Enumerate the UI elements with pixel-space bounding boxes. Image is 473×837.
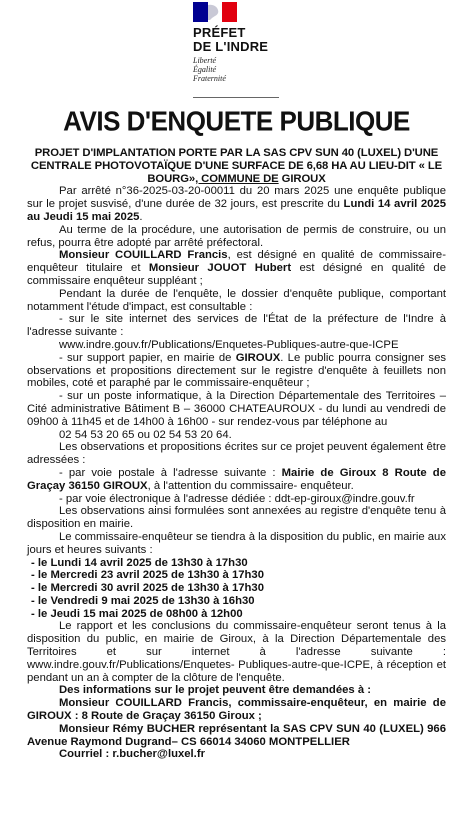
postal-attention: , à l'attention du commissaire- enquêteur. — [147, 479, 354, 492]
schedule-item: - le Mercredi 30 avril 2025 de 13h30 à 17h30 — [31, 582, 264, 595]
devise-egalite: Égalité — [193, 65, 217, 74]
schedule-list — [27, 557, 446, 621]
devise-liberte: Liberté — [193, 56, 217, 65]
schedule-item: - le Jeudi 15 mai 2025 de 08h00 à 12h00 — [31, 607, 243, 620]
paper-paragraph — [27, 352, 446, 390]
observations-paragraph: Les observations et propositions écrites sur ce projet peuvent également être adressées : — [27, 441, 446, 467]
devise-fraternite: Fraternité — [193, 74, 226, 83]
decree-dates: Lundi 14 avril 2025 au Jeudi 15 mai 2025 — [27, 198, 446, 223]
project-place: BOURG» — [147, 172, 196, 185]
report-paragraph: Le rapport et les conclusions du commissaire-enquêteur seront tenus à la disposition du public, en mairie de Giroux, à la Direction Départementale des Territoires et sur internet à l'adresse suivante : www.indre.gouv.fr/Publications/Enquetes- Publiques-autre-que-ICPE, à réception et pendant un an à compter de la clôture de l'enquête. — [27, 620, 446, 684]
info-email: Courriel : r.bucher@luxel.fr — [59, 748, 205, 761]
project-line-3 — [27, 173, 446, 186]
commissioner-paragraph — [27, 249, 446, 287]
notice-title: AVIS D'ENQUETE PUBLIQUE — [63, 105, 410, 137]
substitute-text: est désigné en qualité de commissaire enquêteur suppléant ; — [27, 262, 446, 287]
decree-end: . — [139, 210, 143, 223]
project-line-1: PROJET D'IMPLANTATION PORTE PAR LA SAS CPV SUN 40 (LUXEL) D'UNE — [34, 147, 439, 159]
phone-numbers: 02 54 53 20 65 ou 02 54 53 20 64. — [59, 428, 232, 441]
info-commissioner: Monsieur COUILLARD Francis, commissaire-enquêteur, en mairie de GIROUX : 8 Route de Graçay 36150 Giroux ; — [27, 697, 446, 723]
prefet-title — [193, 26, 268, 54]
postal-address: Mairie de Giroux 8 Route de Graçay 36150 GIROUX — [27, 466, 446, 492]
schedule-item: - le Vendredi 9 mai 2025 de 13h30 à 16h30 — [31, 594, 255, 607]
info-developer: Monsieur Rémy BUCHER représentant la SAS CPV SUN 40 (LUXEL) 966 Avenue Raymond Dugrand– CS 66014 34060 MONTPELLIER — [27, 722, 446, 748]
paper-text: - sur support papier, en mairie de — [59, 351, 236, 364]
decree-text: Par arrêté n°36-2025-03-20-00011 du 20 mars 2025 une enquête publique sur le projet susvisé, d'une durée de 32 jours, est prescrite du — [27, 185, 446, 211]
decree-paragraph — [27, 185, 446, 223]
schedule-item: - le Lundi 14 avril 2025 de 13h30 à 17h30 — [31, 556, 248, 569]
prefecture-header — [0, 0, 473, 100]
computer-paragraph: - sur un poste informatique, à la Direction Départementale des Territoires – Cité administrative Bâtiment B – 36000 CHATEAUROUX - du lundi au vendredi de 09h00 à 11h45 et de 14h00 à 16h00 - sur rendez-vous par téléphone au — [27, 390, 446, 428]
project-heading — [27, 147, 446, 185]
info-heading: Des informations sur le projet peuvent être demandées à : — [59, 684, 372, 697]
header-divider — [193, 97, 279, 98]
notice-body — [27, 147, 446, 761]
substitute-name: Monsieur JOUOT Hubert — [148, 262, 292, 275]
postal-paragraph — [27, 467, 446, 493]
postal-text: - par voie postale à l'adresse suivante : — [59, 466, 282, 479]
email-paragraph: - par voie électronique à l'adresse dédiée : ddt-ep-giroux@indre.gouv.fr — [59, 492, 415, 505]
dossier-paragraph: Pendant la durée de l'enquête, le dossier d'enquête publique, comportant notamment l'étude d'impact, est consultable : — [27, 287, 446, 313]
devise — [193, 56, 226, 83]
procedure-paragraph: Au terme de la procédure, une autorisation de permis de construire, ou un refus, pourra être adopté par arrêté préfectoral. — [27, 223, 446, 249]
republique-logo — [193, 2, 237, 22]
commissioner-text: , est désigné en qualité de commissaire-enquêteur titulaire et — [27, 249, 446, 275]
project-commune: GIROUX — [281, 172, 326, 185]
commissioner-name: Monsieur COUILLARD Francis — [59, 249, 228, 262]
website-url: www.indre.gouv.fr/Publications/Enquetes-Publiques-autre-que-ICPE — [59, 338, 399, 351]
schedule-item: - le Mercredi 23 avril 2025 de 13h30 à 17h30 — [31, 569, 264, 582]
prefet-line-1: PRÉFET — [193, 25, 246, 40]
paper-commune: GIROUX — [235, 351, 281, 364]
annex-paragraph: Les observations ainsi formulées sont annexées au registre d'enquête tenu à disposition en mairie. — [27, 505, 446, 531]
prefet-line-2: DE L'INDRE — [193, 39, 269, 54]
website-paragraph: - sur le site internet des services de l'État de la préfecture de l'Indre à l'adresse suivante : — [27, 313, 446, 339]
availability-paragraph: Le commissaire-enquêteur se tiendra à la disposition du public, en mairie aux jours et heures suivants : — [27, 530, 446, 556]
project-commune-label: , COMMUNE DE — [195, 172, 279, 185]
paper-register-text: . Le public pourra consigner ses observations et propositions directement sur le registre d'enquête à feuillets non mobiles, coté et paraphé par le commissaire-enquêteur ; — [27, 351, 446, 390]
project-line-2: CENTRALE PHOTOVOTAÏQUE D'UNE SURFACE DE 6,68 HA AU LIEU-DIT « LE — [30, 159, 443, 172]
